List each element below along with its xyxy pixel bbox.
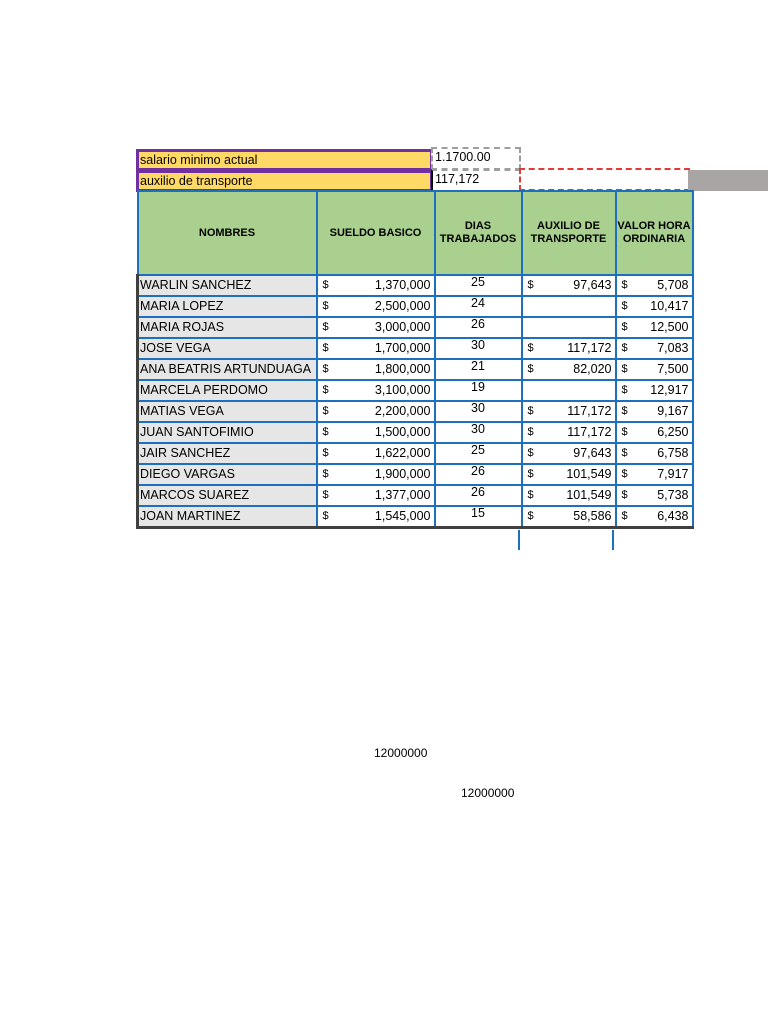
auxilio-amount: 58,586 xyxy=(573,509,612,523)
currency-symbol: $ xyxy=(621,363,628,375)
auxilio-amount: 82,020 xyxy=(573,362,612,376)
cell-auxilio[interactable] xyxy=(522,380,616,401)
valor-hora-amount: 6,758 xyxy=(657,446,689,460)
cell-dias[interactable]: 25 xyxy=(435,275,522,296)
cell-valor-hora[interactable] xyxy=(616,485,693,506)
column-border-fragment xyxy=(612,530,614,550)
currency-symbol: $ xyxy=(322,342,329,354)
cell-nombre[interactable]: MATIAS VEGA xyxy=(138,401,317,422)
cell-dias[interactable]: 21 xyxy=(435,359,522,380)
cell-nombre[interactable]: JUAN SANTOFIMIO xyxy=(138,422,317,443)
auxilio-transporte-label[interactable]: auxilio de transporte xyxy=(136,170,433,192)
currency-symbol: $ xyxy=(621,447,628,459)
cell-auxilio[interactable] xyxy=(522,485,616,506)
valor-hora-amount: 10,417 xyxy=(650,299,689,313)
table-row xyxy=(138,464,693,485)
table-row xyxy=(138,506,693,528)
cell-dias[interactable]: 26 xyxy=(435,464,522,485)
cell-valor-hora[interactable] xyxy=(616,296,693,317)
currency-symbol: $ xyxy=(527,510,534,522)
sueldo-amount: 1,500,000 xyxy=(374,425,431,439)
cell-auxilio[interactable] xyxy=(522,422,616,443)
currency-symbol: $ xyxy=(527,468,534,480)
cell-nombre[interactable]: MARIA LOPEZ xyxy=(138,296,317,317)
currency-symbol: $ xyxy=(322,447,329,459)
auxilio-amount: 117,172 xyxy=(567,341,612,355)
cell-sueldo[interactable] xyxy=(317,317,435,338)
cell-nombre[interactable]: JOSE VEGA xyxy=(138,338,317,359)
valor-hora-amount: 7,917 xyxy=(657,467,689,481)
cell-dias[interactable]: 19 xyxy=(435,380,522,401)
cell-auxilio[interactable] xyxy=(522,296,616,317)
currency-symbol: $ xyxy=(621,426,628,438)
header-nombres[interactable]: NOMBRES xyxy=(138,191,317,275)
cell-sueldo[interactable] xyxy=(317,380,435,401)
cell-valor-hora[interactable] xyxy=(616,422,693,443)
cell-sueldo[interactable] xyxy=(317,506,435,528)
currency-symbol: $ xyxy=(621,489,628,501)
currency-symbol: $ xyxy=(621,510,628,522)
cell-dias[interactable]: 25 xyxy=(435,443,522,464)
cell-nombre[interactable]: DIEGO VARGAS xyxy=(138,464,317,485)
cell-auxilio[interactable] xyxy=(522,338,616,359)
auxilio-transporte-value[interactable]: 117,172 xyxy=(431,169,521,192)
currency-symbol: $ xyxy=(621,279,628,291)
currency-symbol: $ xyxy=(322,468,329,480)
header-sueldo-basico[interactable]: SUELDO BASICO xyxy=(317,191,435,275)
cell-sueldo[interactable] xyxy=(317,359,435,380)
valor-hora-amount: 12,500 xyxy=(650,320,689,334)
currency-symbol: $ xyxy=(527,342,534,354)
table-row xyxy=(138,380,693,401)
currency-symbol: $ xyxy=(621,300,628,312)
loose-value-cell[interactable]: 12000000 xyxy=(461,786,515,800)
table-row xyxy=(138,401,693,422)
cell-dias[interactable]: 30 xyxy=(435,401,522,422)
currency-symbol: $ xyxy=(621,384,628,396)
cell-sueldo[interactable] xyxy=(317,443,435,464)
currency-symbol: $ xyxy=(527,279,534,291)
cell-dias[interactable]: 24 xyxy=(435,296,522,317)
valor-hora-amount: 5,708 xyxy=(657,278,689,292)
currency-symbol: $ xyxy=(322,426,329,438)
sueldo-amount: 1,900,000 xyxy=(374,467,431,481)
sueldo-amount: 2,200,000 xyxy=(374,404,431,418)
currency-symbol: $ xyxy=(621,321,628,333)
cell-auxilio[interactable] xyxy=(522,359,616,380)
currency-symbol: $ xyxy=(527,363,534,375)
currency-symbol: $ xyxy=(621,468,628,480)
cell-auxilio[interactable] xyxy=(522,464,616,485)
grey-filled-cells xyxy=(688,170,768,191)
sueldo-amount: 1,377,000 xyxy=(374,488,431,502)
cell-auxilio[interactable] xyxy=(522,401,616,422)
header-auxilio-transporte[interactable]: AUXILIO DE TRANSPORTE xyxy=(522,191,616,275)
auxilio-amount: 101,549 xyxy=(566,488,612,502)
currency-symbol: $ xyxy=(527,405,534,417)
table-row xyxy=(138,485,693,506)
salario-minimo-value[interactable]: 1.1700.00 xyxy=(431,147,521,170)
currency-symbol: $ xyxy=(322,300,329,312)
sueldo-amount: 1,370,000 xyxy=(374,278,431,292)
auxilio-amount: 97,643 xyxy=(573,278,612,292)
cell-valor-hora[interactable] xyxy=(616,317,693,338)
cell-sueldo[interactable] xyxy=(317,275,435,296)
auxilio-amount: 97,643 xyxy=(573,446,612,460)
currency-symbol: $ xyxy=(621,405,628,417)
table-row xyxy=(138,443,693,464)
currency-symbol: $ xyxy=(322,279,329,291)
currency-symbol: $ xyxy=(322,321,329,333)
column-border-fragment xyxy=(518,530,520,550)
table-row xyxy=(138,317,693,338)
currency-symbol: $ xyxy=(621,342,628,354)
selected-cell-range[interactable] xyxy=(519,168,690,191)
cell-nombre[interactable]: JOAN MARTINEZ xyxy=(138,506,317,528)
cell-valor-hora[interactable] xyxy=(616,380,693,401)
valor-hora-amount: 6,438 xyxy=(657,509,689,523)
sueldo-amount: 1,545,000 xyxy=(374,509,431,523)
auxilio-amount: 101,549 xyxy=(566,467,612,481)
sueldo-amount: 1,622,000 xyxy=(374,446,431,460)
cell-valor-hora[interactable] xyxy=(616,359,693,380)
currency-symbol: $ xyxy=(322,489,329,501)
currency-symbol: $ xyxy=(322,363,329,375)
currency-symbol: $ xyxy=(527,447,534,459)
cell-sueldo[interactable] xyxy=(317,401,435,422)
header-dias-trabajados[interactable]: DIAS TRABAJADOS xyxy=(435,191,522,275)
cell-dias[interactable]: 15 xyxy=(435,506,522,528)
cell-nombre[interactable]: JAIR SANCHEZ xyxy=(138,443,317,464)
sueldo-amount: 2,500,000 xyxy=(374,299,431,313)
currency-symbol: $ xyxy=(322,384,329,396)
cell-sueldo[interactable] xyxy=(317,464,435,485)
cell-nombre[interactable]: MARCELA PERDOMO xyxy=(138,380,317,401)
cell-sueldo[interactable] xyxy=(317,338,435,359)
cell-valor-hora[interactable] xyxy=(616,401,693,422)
cell-dias[interactable]: 26 xyxy=(435,485,522,506)
sueldo-amount: 3,000,000 xyxy=(374,320,431,334)
cell-auxilio[interactable] xyxy=(522,443,616,464)
currency-symbol: $ xyxy=(527,489,534,501)
salario-minimo-label[interactable]: salario minimo actual xyxy=(136,149,433,171)
cell-dias[interactable]: 26 xyxy=(435,317,522,338)
cell-valor-hora[interactable] xyxy=(616,464,693,485)
currency-symbol: $ xyxy=(322,510,329,522)
payroll-table xyxy=(136,190,694,529)
table-row xyxy=(138,296,693,317)
header-valor-hora[interactable]: VALOR HORA ORDINARIA xyxy=(616,191,693,275)
cell-auxilio[interactable] xyxy=(522,275,616,296)
sueldo-amount: 1,800,000 xyxy=(374,362,431,376)
currency-symbol: $ xyxy=(527,426,534,438)
auxilio-amount: 117,172 xyxy=(567,425,612,439)
cell-valor-hora[interactable] xyxy=(616,338,693,359)
sueldo-amount: 1,700,000 xyxy=(374,341,431,355)
table-row xyxy=(138,275,693,296)
cell-nombre[interactable]: WARLIN SANCHEZ xyxy=(138,275,317,296)
cell-valor-hora[interactable] xyxy=(616,443,693,464)
cell-nombre[interactable]: ANA BEATRIS ARTUNDUAGA xyxy=(138,359,317,380)
cell-valor-hora[interactable] xyxy=(616,506,693,528)
cell-auxilio[interactable] xyxy=(522,317,616,338)
cell-valor-hora[interactable] xyxy=(616,275,693,296)
cell-nombre[interactable]: MARCOS SUAREZ xyxy=(138,485,317,506)
cell-sueldo[interactable] xyxy=(317,422,435,443)
valor-hora-amount: 7,500 xyxy=(657,362,689,376)
valor-hora-amount: 6,250 xyxy=(657,425,689,439)
cell-dias[interactable]: 30 xyxy=(435,422,522,443)
table-row xyxy=(138,338,693,359)
valor-hora-amount: 5,738 xyxy=(657,488,689,502)
valor-hora-amount: 12,917 xyxy=(650,383,689,397)
valor-hora-amount: 7,083 xyxy=(657,341,689,355)
currency-symbol: $ xyxy=(322,405,329,417)
table-row xyxy=(138,359,693,380)
loose-value-cell[interactable]: 12000000 xyxy=(374,746,428,760)
cell-sueldo[interactable] xyxy=(317,485,435,506)
auxilio-amount: 117,172 xyxy=(567,404,612,418)
sueldo-amount: 3,100,000 xyxy=(374,383,431,397)
table-row xyxy=(138,422,693,443)
valor-hora-amount: 9,167 xyxy=(657,404,689,418)
cell-auxilio[interactable] xyxy=(522,506,616,528)
cell-nombre[interactable]: MARIA ROJAS xyxy=(138,317,317,338)
cell-sueldo[interactable] xyxy=(317,296,435,317)
cell-dias[interactable]: 30 xyxy=(435,338,522,359)
